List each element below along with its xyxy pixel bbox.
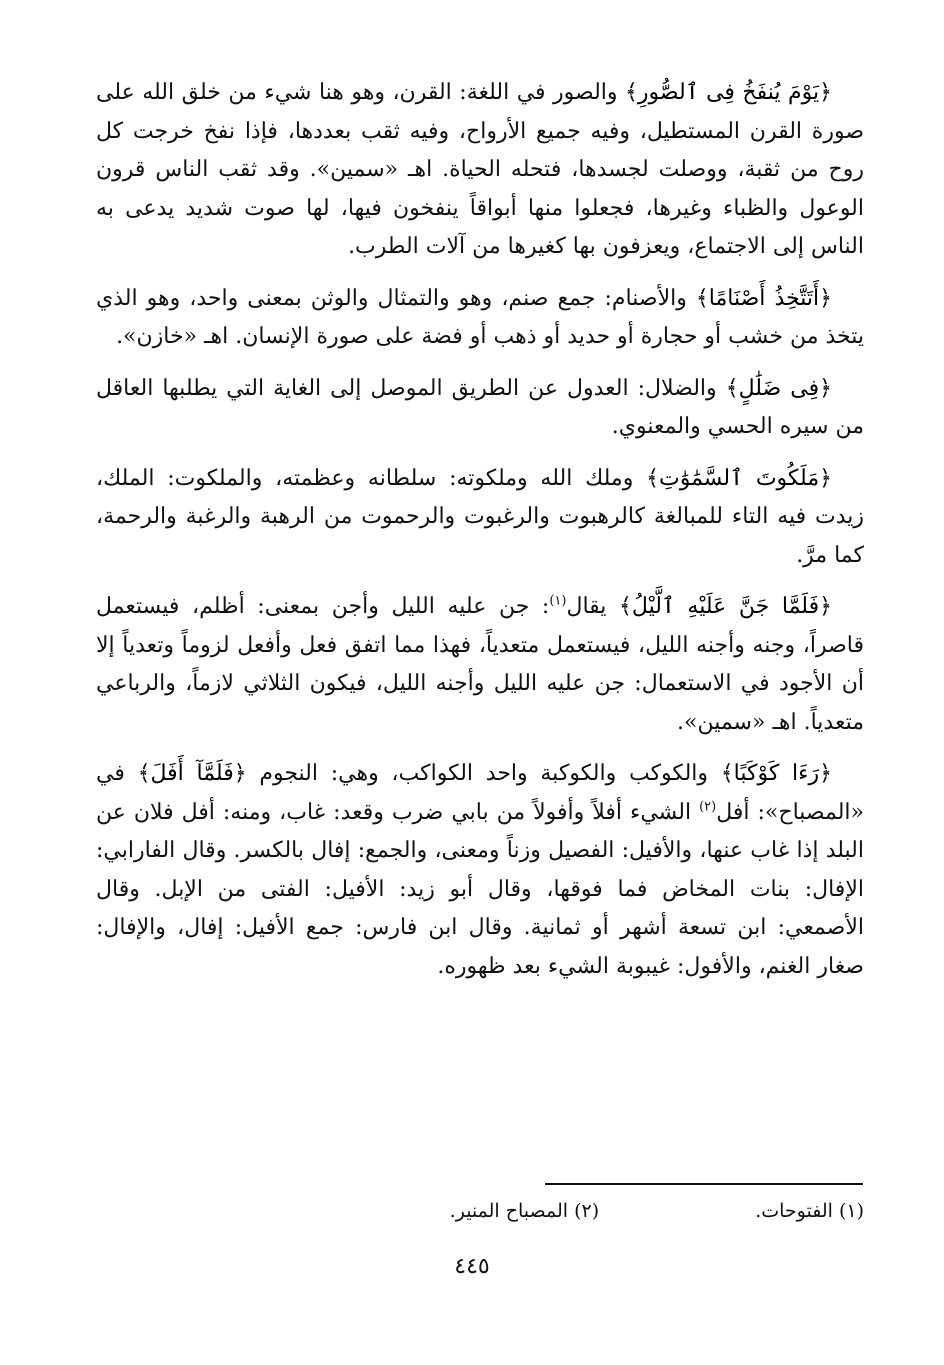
paragraph-3	[96, 370, 864, 447]
footnote-1: (١) الفتوحات.	[755, 1200, 864, 1222]
quran-quote: ﴿فِى ضَلَٰلٍ﴾	[725, 375, 832, 401]
footnote-divider	[545, 1183, 863, 1185]
paragraph-text: والأصنام: جمع صنم، وهو والتمثال والوثن بمعنى واحد، وهو الذي يتخذ من خشب أو حجارة أو حديد أو ذهب أو فضة على صورة الإنسان. اهـ «خازن».	[96, 285, 864, 349]
footnote-marker-1[interactable]: (١)	[549, 593, 567, 609]
quran-quote: ﴿فَلَمَّآ أَفَلَ﴾	[137, 761, 247, 786]
footnotes	[230, 1198, 864, 1224]
quran-quote: ﴿رَءَا كَوْكَبًا﴾	[720, 761, 832, 786]
paragraph-6	[96, 755, 864, 986]
footnote-2: (٢) المصباح المنير.	[449, 1200, 600, 1222]
paragraph-2	[96, 280, 864, 357]
paragraph-text: والضلال: العدول عن الطريق الموصل إلى الغاية التي يطلبها العاقل من سيره الحسي والمعنوي.	[96, 375, 864, 439]
paragraph-5	[96, 588, 864, 742]
paragraph-text: الشيء أفلاً وأفولاً من بابي ضرب وقعد: غاب، ومنه: أفل فلان عن البلد إذا غاب عنها، والأفيل: الفصيل وزناً ومعنى، والجمع: إفال بالكسر. وقال الفارابي: الإفال: بنات المخاض فما فوقها، وقال أبو زيد: الأفيل: الفتى من الإبل. وقال الأصمعي: ابن تسعة أشهر أو ثمانية. وقال ابن فارس: جمع الأفيل: إفال، والإفال: صغار الغنم، والأفول: غيبوبة الشيء بعد ظهوره.	[96, 799, 864, 979]
quran-quote: ﴿يَوْمَ يُنفَخُ فِى ٱلصُّورِ﴾	[625, 80, 832, 105]
paragraph-4	[96, 460, 864, 576]
paragraph-text: والصور في اللغة: القرن، وهو هنا شيء من خلق الله على صورة القرن المستطيل، وفيه جميع الأرواح، وفيه ثقب بعددها، فإذا نفخ خرجت كل روح من ثقبة، ووصلت لجسدها، فتحله الحياة. اهـ «سمين». وقد ثقب الناس قرون الوعول والظباء وغيرها، فجعلوا منها أبواقاً ينفخون فيها، لها صوت شديد يدعى به الناس إلى الاجتماع، ويعزفون بها كغيرها من آلات الطرب.	[96, 80, 864, 259]
paragraph-text: في «المصباح»: أفل	[96, 761, 864, 825]
main-text	[96, 74, 864, 999]
paragraph-text: : جن عليه الليل وأجن بمعنى: أظلم، فيستعمل قاصراً، وجنه وأجنه الليل، فيستعمل متعدياً، فهذا مما اتفق فعل وأفعل لزوماً وتعدياً إلا أن الأجود في الاستعمال: جن عليه الليل وأجنه الليل، فيكون الثلاثي لازماً، والرباعي متعدياً. اهـ «سمين».	[96, 594, 864, 735]
quran-quote: ﴿فَلَمَّا جَنَّ عَلَيْهِ ٱلَّيْلُ﴾	[619, 594, 832, 619]
paragraph-1	[96, 74, 864, 267]
paragraph-text: وملك الله وملكوته: سلطانه وعظمته، والملكوت: الملك، زيدت فيه التاء للمبالغة كالرهبوت والرغبوت والرحموت من الرهبة والرغبة والرحمة، كما مرَّ.	[96, 465, 864, 568]
paragraph-text: يقال	[566, 594, 620, 619]
quran-quote: ﴿مَلَكُوتَ ٱلسَّمَٰوَٰتِ﴾	[646, 465, 832, 491]
footnote-marker-2[interactable]: (٢)	[699, 799, 717, 815]
quran-quote: ﴿أَتَتَّخِذُ أَصْنَامًا﴾	[695, 285, 832, 311]
page-number: ٤٤٥	[454, 1254, 490, 1279]
paragraph-text: والكوكب والكوكبة واحد الكواكب، وهي: النجوم	[246, 761, 721, 786]
